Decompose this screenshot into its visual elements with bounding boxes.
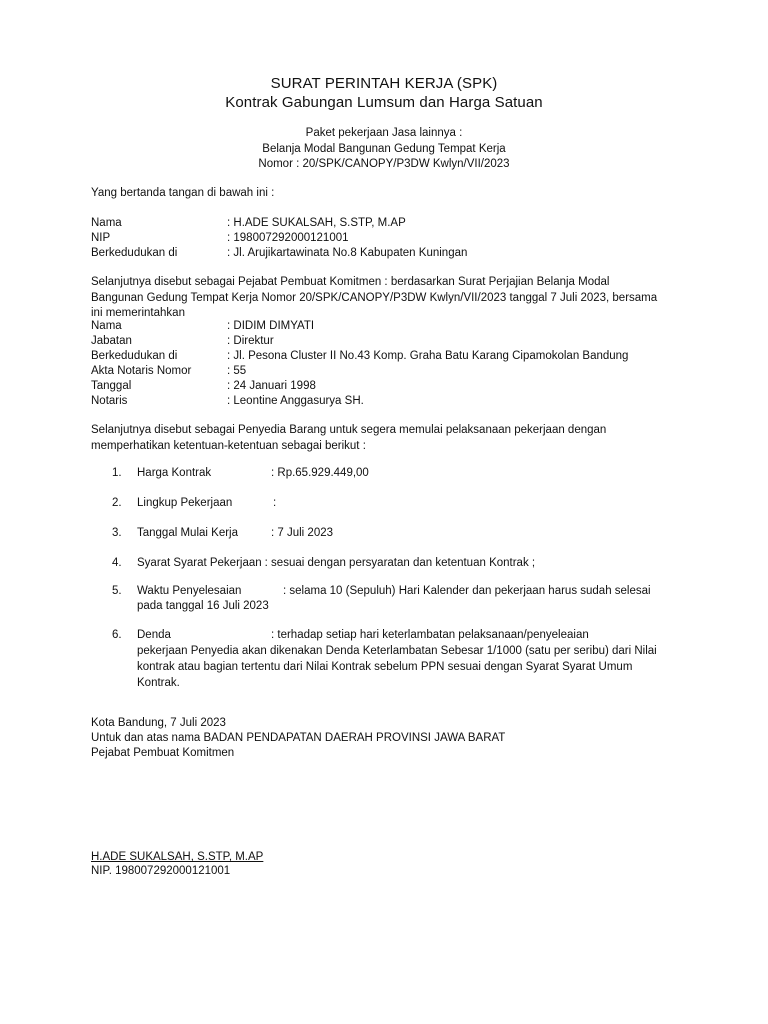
signer-kedudukan-row xyxy=(91,247,467,259)
closing-on-behalf: Untuk dan atas nama BADAN PENDAPATAN DAERAH PROVINSI JAWA BARAT xyxy=(91,732,506,744)
item-value: : terhadap setiap hari keterlambatan pelaksanaan/penyeleaian xyxy=(271,629,589,641)
provider-kedudukan-row xyxy=(91,350,628,362)
provider-tanggal-value: : 24 Januari 1998 xyxy=(227,380,316,392)
provider-jabatan-row xyxy=(91,335,274,347)
signer-kedudukan-value: : Jl. Arujikartawinata No.8 Kabupaten Kuningan xyxy=(227,247,468,259)
signer-nama-row xyxy=(91,217,406,229)
signatory-name: H.ADE SUKALSAH, S.STP, M.AP xyxy=(91,851,264,863)
intro-text: Yang bertanda tangan di bawah ini : xyxy=(91,187,275,199)
provider-nama-label: Nama xyxy=(91,320,122,332)
item-number: 5. xyxy=(112,585,122,597)
paragraph-ppk: Selanjutnya disebut sebagai Pejabat Pembuat Komitmen : berdasarkan Surat Perjajian Belanja Modal Bangunan Gedung Tempat Kerja Nomor 20/SPK/CANOPY/P3DW Kwlyn/VII/2023 tanggal 7 Juli 2023, bersama ini memerintahkan xyxy=(91,276,658,319)
item-value: : sesuai dengan persyaratan dan ketentuan Kontrak ; xyxy=(264,557,536,569)
item-value: : Rp.65.929.449,00 xyxy=(271,467,369,479)
item-label: Waktu Penyelesaian xyxy=(137,585,242,597)
signer-nip-row xyxy=(91,232,349,244)
signer-nama-label: Nama xyxy=(91,217,122,229)
item-waktu-penyelesaian-cont: pada tanggal 16 Juli 2023 xyxy=(137,600,269,612)
signatory-nip: NIP. 198007292000121001 xyxy=(91,865,231,877)
closing-role: Pejabat Pembuat Komitmen xyxy=(91,747,235,759)
signer-nip-value: : 198007292000121001 xyxy=(227,232,349,244)
item-value: : selama 10 (Sepuluh) Hari Kalender dan pekerjaan harus sudah selesai xyxy=(283,585,651,597)
paragraph-penyedia: Selanjutnya disebut sebagai Penyedia Barang untuk segera memulai pelaksanaan pekerjaan dengan memperhatikan ketentuan-ketentuan sebagai berikut : xyxy=(91,424,607,452)
provider-akta-row xyxy=(91,365,246,377)
provider-jabatan-value: : Direktur xyxy=(227,335,274,347)
item-number: 6. xyxy=(112,629,122,641)
provider-notaris-value: : Leontine Anggasurya SH. xyxy=(227,395,364,407)
item-number: 2. xyxy=(112,497,122,509)
item-lingkup-pekerjaan xyxy=(137,497,276,509)
provider-akta-label: Akta Notaris Nomor xyxy=(91,365,192,377)
item-number: 3. xyxy=(112,527,122,539)
provider-tanggal-label: Tanggal xyxy=(91,380,132,392)
item-number: 1. xyxy=(112,467,122,479)
item-denda-cont: pekerjaan Penyedia akan dikenakan Denda Keterlambatan Sebesar 1/1000 (satu per seribu) dari Nilai kontrak atau bagian tertentu dari Nilai Kontrak sebelum PPN sesuai dengan Syarat Syarat Umum Kontrak. xyxy=(137,645,657,689)
provider-nama-row xyxy=(91,320,314,332)
signer-nip-label: NIP xyxy=(91,232,111,244)
item-label: Harga Kontrak xyxy=(137,467,212,479)
item-harga-kontrak xyxy=(137,467,369,479)
provider-notaris-label: Notaris xyxy=(91,395,128,407)
provider-notaris-row xyxy=(91,395,364,407)
provider-kedudukan-value: : Jl. Pesona Cluster II No.43 Komp. Graha Batu Karang Cipamokolan Bandung xyxy=(227,350,629,362)
item-label: Lingkup Pekerjaan xyxy=(137,497,233,509)
closing-place-date: Kota Bandung, 7 Juli 2023 xyxy=(91,717,226,729)
document-number: Nomor : 20/SPK/CANOPY/P3DW Kwlyn/VII/2023 xyxy=(258,158,510,170)
provider-nama-value: : DIDIM DIMYATI xyxy=(227,320,315,332)
provider-tanggal-row xyxy=(91,380,316,392)
provider-akta-value: : 55 xyxy=(227,365,247,377)
signer-nama-value: : H.ADE SUKALSAH, S.STP, M.AP xyxy=(227,217,406,229)
provider-jabatan-label: Jabatan xyxy=(91,335,132,347)
document-title: SURAT PERINTAH KERJA (SPK) xyxy=(270,75,498,92)
item-value: : xyxy=(273,497,277,509)
item-syarat-pekerjaan xyxy=(137,557,535,569)
item-label: Tanggal Mulai Kerja xyxy=(137,527,239,539)
package-name: Belanja Modal Bangunan Gedung Tempat Kerja xyxy=(262,143,506,155)
provider-kedudukan-label: Berkedudukan di xyxy=(91,350,178,362)
package-line: Paket pekerjaan Jasa lainnya : xyxy=(305,127,463,139)
item-denda xyxy=(137,629,589,641)
item-number: 4. xyxy=(112,557,122,569)
item-label: Syarat Syarat Pekerjaan xyxy=(137,557,262,569)
item-waktu-penyelesaian xyxy=(137,585,651,597)
item-value: : 7 Juli 2023 xyxy=(271,527,334,539)
item-label: Denda xyxy=(137,629,171,641)
signer-kedudukan-label: Berkedudukan di xyxy=(91,247,178,259)
document-subtitle: Kontrak Gabungan Lumsum dan Harga Satuan xyxy=(225,94,543,111)
item-tanggal-mulai xyxy=(137,527,333,539)
